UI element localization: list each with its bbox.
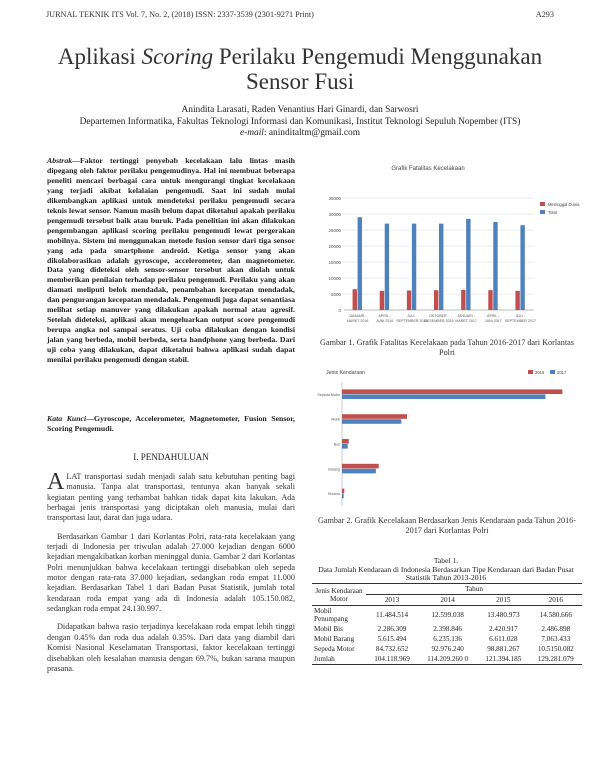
y-tick-label: Khusus bbox=[328, 492, 340, 497]
table-row: Mobil Barang 5.615.494 6.235.136 6.611.028 7.063.433 bbox=[314, 635, 571, 643]
legend-swatch bbox=[540, 210, 545, 214]
y-tick-label: 15000 bbox=[328, 260, 341, 265]
page-number: A293 bbox=[535, 10, 554, 19]
legend-label: Meninggal Dunia bbox=[548, 202, 580, 207]
bar-2016 bbox=[342, 414, 407, 419]
y-tick-label: 0 bbox=[338, 308, 341, 313]
table-1-caption: Tabel 1. Data Jumlah Kendaraan di Indonesia Berdasarkan Tipe Kendaraan dari Badan Pusat Statistik Tahun 2013-2016 bbox=[318, 556, 574, 583]
bar-total bbox=[412, 224, 416, 310]
y-tick-label: 25000 bbox=[328, 228, 341, 233]
author-block bbox=[0, 105, 600, 140]
x-tick-label: OKTOBER - bbox=[429, 314, 449, 318]
drop-cap: A bbox=[47, 469, 65, 495]
table-year: 2013 bbox=[384, 596, 400, 604]
x-tick-label: JANUARI - bbox=[348, 314, 367, 318]
bar-2017 bbox=[342, 444, 348, 449]
table-year: 2015 bbox=[496, 596, 511, 604]
author-names: Anindita Larasati, Raden Venantius Hari Ginardi, dan Sarwosri bbox=[181, 105, 419, 115]
bar-2017 bbox=[342, 469, 376, 474]
figure-2-caption: Gambar 2. Grafik Kecelakaan Berdasarkan Jenis Kendaraan pada Tahun 2016-2017 dari Korlantas Polri bbox=[318, 516, 576, 535]
chart-title: Grafik Fatalitas Kecelakaan bbox=[391, 166, 465, 172]
y-tick-label: 20000 bbox=[328, 244, 341, 249]
y-tick-label: Barang bbox=[328, 467, 340, 472]
bar-2016 bbox=[342, 439, 349, 444]
keywords-label: Kata Kunci bbox=[47, 414, 87, 423]
bar-meninggal-dunia bbox=[407, 290, 411, 310]
bar-2016 bbox=[342, 389, 562, 394]
x-tick-label-line2: JUNI 2017 bbox=[484, 319, 502, 323]
figure-1-chart bbox=[320, 158, 582, 336]
table-year: 2014 bbox=[440, 596, 455, 604]
running-header bbox=[46, 10, 554, 19]
bar-2017 bbox=[342, 494, 344, 499]
keywords bbox=[47, 414, 295, 434]
table-row: Mobil Penumpang 11.484.514 12.599.038 13.480.973 14.580.666 bbox=[312, 606, 582, 625]
table-1 bbox=[312, 583, 582, 665]
x-tick-label-line2: DESEMBER 2016 bbox=[424, 319, 454, 323]
legend-label: 2017 bbox=[557, 370, 567, 375]
bar-meninggal-dunia bbox=[434, 290, 438, 310]
figure-1-caption: Gambar 1. Grafik Fatalitas Kecelakaan pada Tahun 2016-2017 dari Korlantas Polri bbox=[320, 338, 574, 357]
introduction bbox=[47, 469, 295, 682]
y-tick-label: 35000 bbox=[328, 196, 341, 201]
bar-total bbox=[358, 217, 362, 310]
bar-total bbox=[493, 222, 497, 310]
y-tick-label: Sepeda Motor bbox=[317, 392, 340, 397]
bar-2017 bbox=[342, 419, 401, 424]
bar-total bbox=[439, 224, 443, 310]
y-tick-label: Bus bbox=[333, 442, 340, 447]
x-tick-label: APRIL - bbox=[487, 314, 500, 318]
table-row: Mobil Bis 2.286.309 2.398.846 2.420.917 2.486.898 bbox=[314, 625, 571, 633]
table-year: 2016 bbox=[548, 596, 563, 604]
keywords-text: —Gyroscope, Accelerometer, Magnetometer, Fusion Sensor, Scoring Pengemudi. bbox=[47, 414, 295, 433]
table-head-jenis: Jenis Kendaraan Motor bbox=[312, 584, 366, 606]
email: e-mail: aninditaltm@gmail.com bbox=[239, 128, 361, 138]
legend-label: Total bbox=[548, 210, 557, 215]
abstract bbox=[47, 156, 295, 365]
intro-paragraph-2: Berdasarkan Gambar 1 dari Korlantas Polri, rata-rata kecelakaan yang terjadi di Indonesia per triwulan adalah 27.000 kejadian dengan 6000 kejadian mengakibatkan korban meninggal dunia. Gambar 2 dari Korlantas Polri menunjukkan bahwa kecelakaan tertinggi disebabkan oleh sepeda motor dengan rata-rata 37.000 kejadian, sedangkan roda empat 11.000 kejadian. Berdasarkan Tabel 1 dari Badan Pusat Statistik, jumlah total kendaraan roda empat yang ada di Indonesia adalah 105.150.082, sedangkan roda empat 24.130.997. bbox=[47, 531, 295, 614]
table-head-tahun: Tahun bbox=[366, 584, 582, 595]
bar-total bbox=[466, 219, 470, 310]
bar-meninggal-dunia bbox=[488, 290, 492, 310]
bar-meninggal-dunia bbox=[353, 289, 357, 310]
bar-2016 bbox=[342, 464, 379, 469]
y-tick-label: 30000 bbox=[328, 212, 341, 217]
bar-meninggal-dunia bbox=[461, 290, 465, 310]
legend-swatch bbox=[550, 370, 555, 374]
x-tick-label: JULI - bbox=[515, 314, 526, 318]
x-tick-label-line2: JUNI 2016 bbox=[376, 319, 394, 323]
abstract-text: —Faktor tertinggi penyebab kecelakaan lalu lintas masih dipegang oleh faktor perilaku pengemudinya. Hal ini membuat beberapa peneliti mencari berbagai cara untuk mengurangi tingkat kecelakaan yang terjadi akibat kelalaian pengemudi. Saat ini sudah mulai dikembangkan aplikasi untuk mendeteksi perilaku pengemudi secara teknis lewat sensor. Namun masih belum dapat diketahui apakah perilaku pengemudi tersebut baik atau buruk. Pada penelitian ini akan dilakukan pengembangan aplikasi scoring perilaku pengemudi lewat pergerakan mobilnya. Sistem ini menggunakan metode fusion sensor dari tiga sensor yang ada pada smartphone android. Ketiga sensor yang akan dikolaborasikan adalah gyroscope, accelerometer, dan magnetometer. Data yang dideteksi oleh sensor-sensor tersebut akan diolah untuk memberikan penilaian terhadap perilaku pengemudi. Perilaku yang akan diamati meliputi belok mendadak, penambahan kecepatan mendadak, dan pengurangan kecepatan mendadak. Pengemudi juga dapat senantiasa melihat setiap manuver yang dilakukan apakah normal atau agresif. Setelah dideteksi, aplikasi akan mengeluarkan output score pengemudi berupa angka nol sampai seratus. Uji coba dilakukan dengan kondisi jalan yang berbeda, mobil berbeda, serta handphone yang berbeda. Dari uji coba yang dilakukan, dapat diketahui bahwa aplikasi sudah dapat menilai perilaku pengemudi dengan stabil. bbox=[47, 156, 295, 365]
y-tick-label: Mobil bbox=[331, 417, 340, 422]
table-row: Sepeda Motor 84.732.652 92.976.240 98.881.267 10.5150.082 bbox=[314, 645, 574, 653]
paper-title: Aplikasi Scoring Perilaku Pengemudi Menggunakan Sensor Fusi bbox=[57, 44, 543, 94]
x-tick-label-line2: MARET 2017 bbox=[455, 319, 477, 323]
abstract-label: Abstrak bbox=[47, 156, 73, 165]
intro-paragraph-3: Didapatkan bahwa rasio terjadinya kecelakaan roda empat lebih tinggi dengan 0.45% dan roda dua adalah 0.35%. Dari data yang diambil dari Komisi Nasional Keselamatan Transportasi, faktor kecelakaan tertinggi disebabkan oleh kesalahan manusia dengan 69.7%, bukan sarana maupun prasana. bbox=[47, 622, 295, 673]
affiliation: Departemen Informatika, Fakultas Teknologi Informasi dan Komunikasi, Institut Teknologi Sepuluh Nopember (ITS) bbox=[79, 116, 521, 127]
table-row-total: Jumlah 104.118.969 114.209.260 0 121.394.185 129.281.079 bbox=[312, 654, 582, 665]
x-tick-label: JULI - bbox=[407, 314, 417, 318]
legend-swatch bbox=[528, 370, 533, 374]
bar-total bbox=[520, 225, 524, 310]
x-tick-label: JANUARI - bbox=[457, 314, 475, 318]
bar-2016 bbox=[342, 489, 344, 494]
legend-label: 2016 bbox=[535, 370, 545, 375]
chart-title: Jenis Kendaraan bbox=[326, 370, 365, 376]
x-tick-label-line2: MARET 2016 bbox=[346, 319, 369, 323]
intro-paragraph-1: ALAT transportasi sudah menjadi salah satu kebutuhan penting bagi manusia. Tanpa alat transportasi, tentunya akan banyak sekali kegiatan penting yang terhambat bahkan tidak dapat kita lakukan. Ada berbagai jenis transportasi yang diciptakan oleh manusia, mulai dari transportasi laut, darat dan juga udara. bbox=[47, 469, 295, 523]
y-tick-label: 10000 bbox=[328, 276, 341, 281]
bar-meninggal-dunia bbox=[380, 291, 384, 310]
bar-meninggal-dunia bbox=[515, 291, 519, 310]
x-tick-label-line2: SEPTEMBER 2017 bbox=[504, 319, 537, 323]
figure-2-chart bbox=[317, 366, 578, 512]
x-tick-label: APRIL - bbox=[378, 314, 391, 318]
bar-2017 bbox=[342, 394, 545, 399]
x-tick-label-line2: SEPTEMBER 2016 bbox=[396, 319, 428, 323]
legend-swatch bbox=[540, 202, 545, 206]
y-tick-label: 5000 bbox=[330, 292, 341, 297]
journal-info: JURNAL TEKNIK ITS Vol. 7, No. 2, (2018) ISSN: 2337-3539 (2301-9271 Print) bbox=[46, 10, 314, 19]
section-heading: I. PENDAHULUAN bbox=[133, 452, 209, 462]
bar-total bbox=[385, 224, 389, 310]
